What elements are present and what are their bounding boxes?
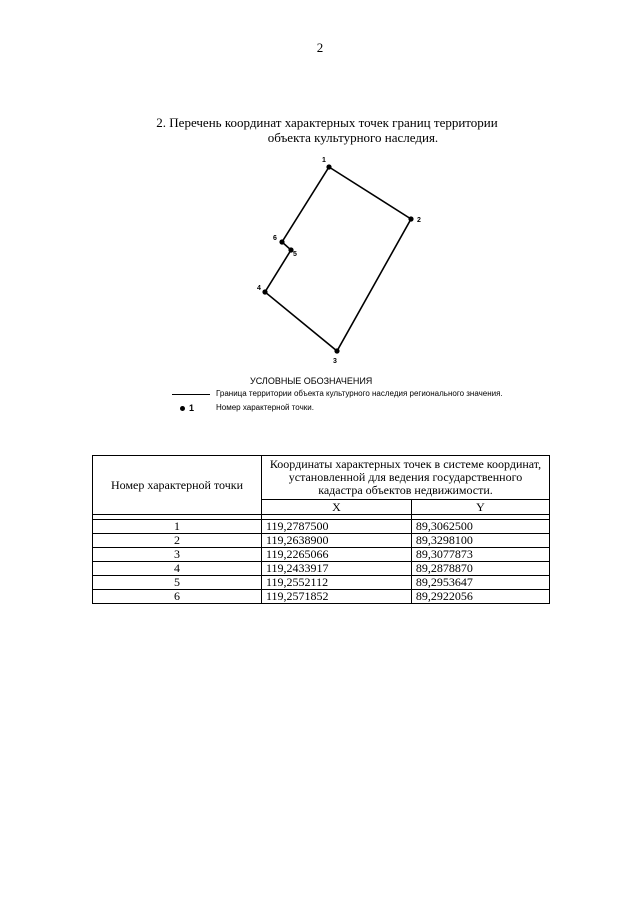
- header-x: X: [262, 500, 412, 515]
- cell-point-number: 2: [93, 534, 262, 548]
- table-row: [93, 590, 550, 604]
- cell-y: 89,2922056: [411, 590, 549, 604]
- table-row: [93, 548, 550, 562]
- legend-boundary: [172, 389, 532, 401]
- point-marker-4: [262, 289, 267, 294]
- point-marker-1: [326, 164, 331, 169]
- header-coordinates: Координаты характерных точек в системе координат, установленной для ведения государственного кадастра объектов недвижимости.: [262, 456, 550, 500]
- table-row: [93, 562, 550, 576]
- boundary-scheme: [0, 150, 640, 375]
- point-label-4: 4: [257, 285, 261, 292]
- cell-point-number: 1: [93, 520, 262, 534]
- coordinates-table: [92, 455, 550, 604]
- cell-x: 119,2787500: [262, 520, 412, 534]
- cell-x: 119,2433917: [262, 562, 412, 576]
- cell-point-number: 3: [93, 548, 262, 562]
- section-heading: [0, 115, 640, 145]
- point-sample-icon: [180, 406, 185, 411]
- point-label-5: 5: [293, 251, 297, 258]
- point-marker-3: [334, 348, 339, 353]
- point-label-6: 6: [273, 235, 277, 242]
- table-row: [93, 576, 550, 590]
- legend-title: УСЛОВНЫЕ ОБОЗНАЧЕНИЯ: [250, 376, 373, 386]
- cell-y: 89,2953647: [411, 576, 549, 590]
- point-label-1: 1: [322, 157, 326, 164]
- cell-x: 119,2638900: [262, 534, 412, 548]
- section-heading-line1: 2. Перечень координат характерных точек границ территории: [156, 115, 498, 130]
- cell-x: 119,2552112: [262, 576, 412, 590]
- table-row: [93, 534, 550, 548]
- territory-boundary: [265, 167, 411, 351]
- cell-point-number: 6: [93, 590, 262, 604]
- cell-x: 119,2571852: [262, 590, 412, 604]
- cell-y: 89,3062500: [411, 520, 549, 534]
- cell-x: 119,2265066: [262, 548, 412, 562]
- header-point-number: Номер характерной точки: [93, 456, 262, 515]
- header-y: Y: [411, 500, 549, 515]
- cell-point-number: 5: [93, 576, 262, 590]
- table-header-row: [93, 456, 550, 500]
- point-marker-2: [408, 216, 413, 221]
- point-marker-6: [279, 239, 284, 244]
- legend-point-number: 1: [189, 403, 195, 413]
- point-label-2: 2: [417, 217, 421, 224]
- table-row: [93, 520, 550, 534]
- legend-boundary-text: Граница территории объекта культурного наследия регионального значения.: [216, 389, 503, 398]
- cell-y: 89,3298100: [411, 534, 549, 548]
- section-heading-line2: объекта культурного наследия.: [267, 130, 439, 145]
- point-label-3: 3: [333, 358, 337, 365]
- cell-y: 89,3077873: [411, 548, 549, 562]
- legend-point: [172, 403, 532, 415]
- page-number: 2: [316, 40, 324, 55]
- cell-y: 89,2878870: [411, 562, 549, 576]
- legend-point-text: Номер характерной точки.: [216, 403, 314, 412]
- cell-point-number: 4: [93, 562, 262, 576]
- boundary-line-sample: [172, 394, 210, 395]
